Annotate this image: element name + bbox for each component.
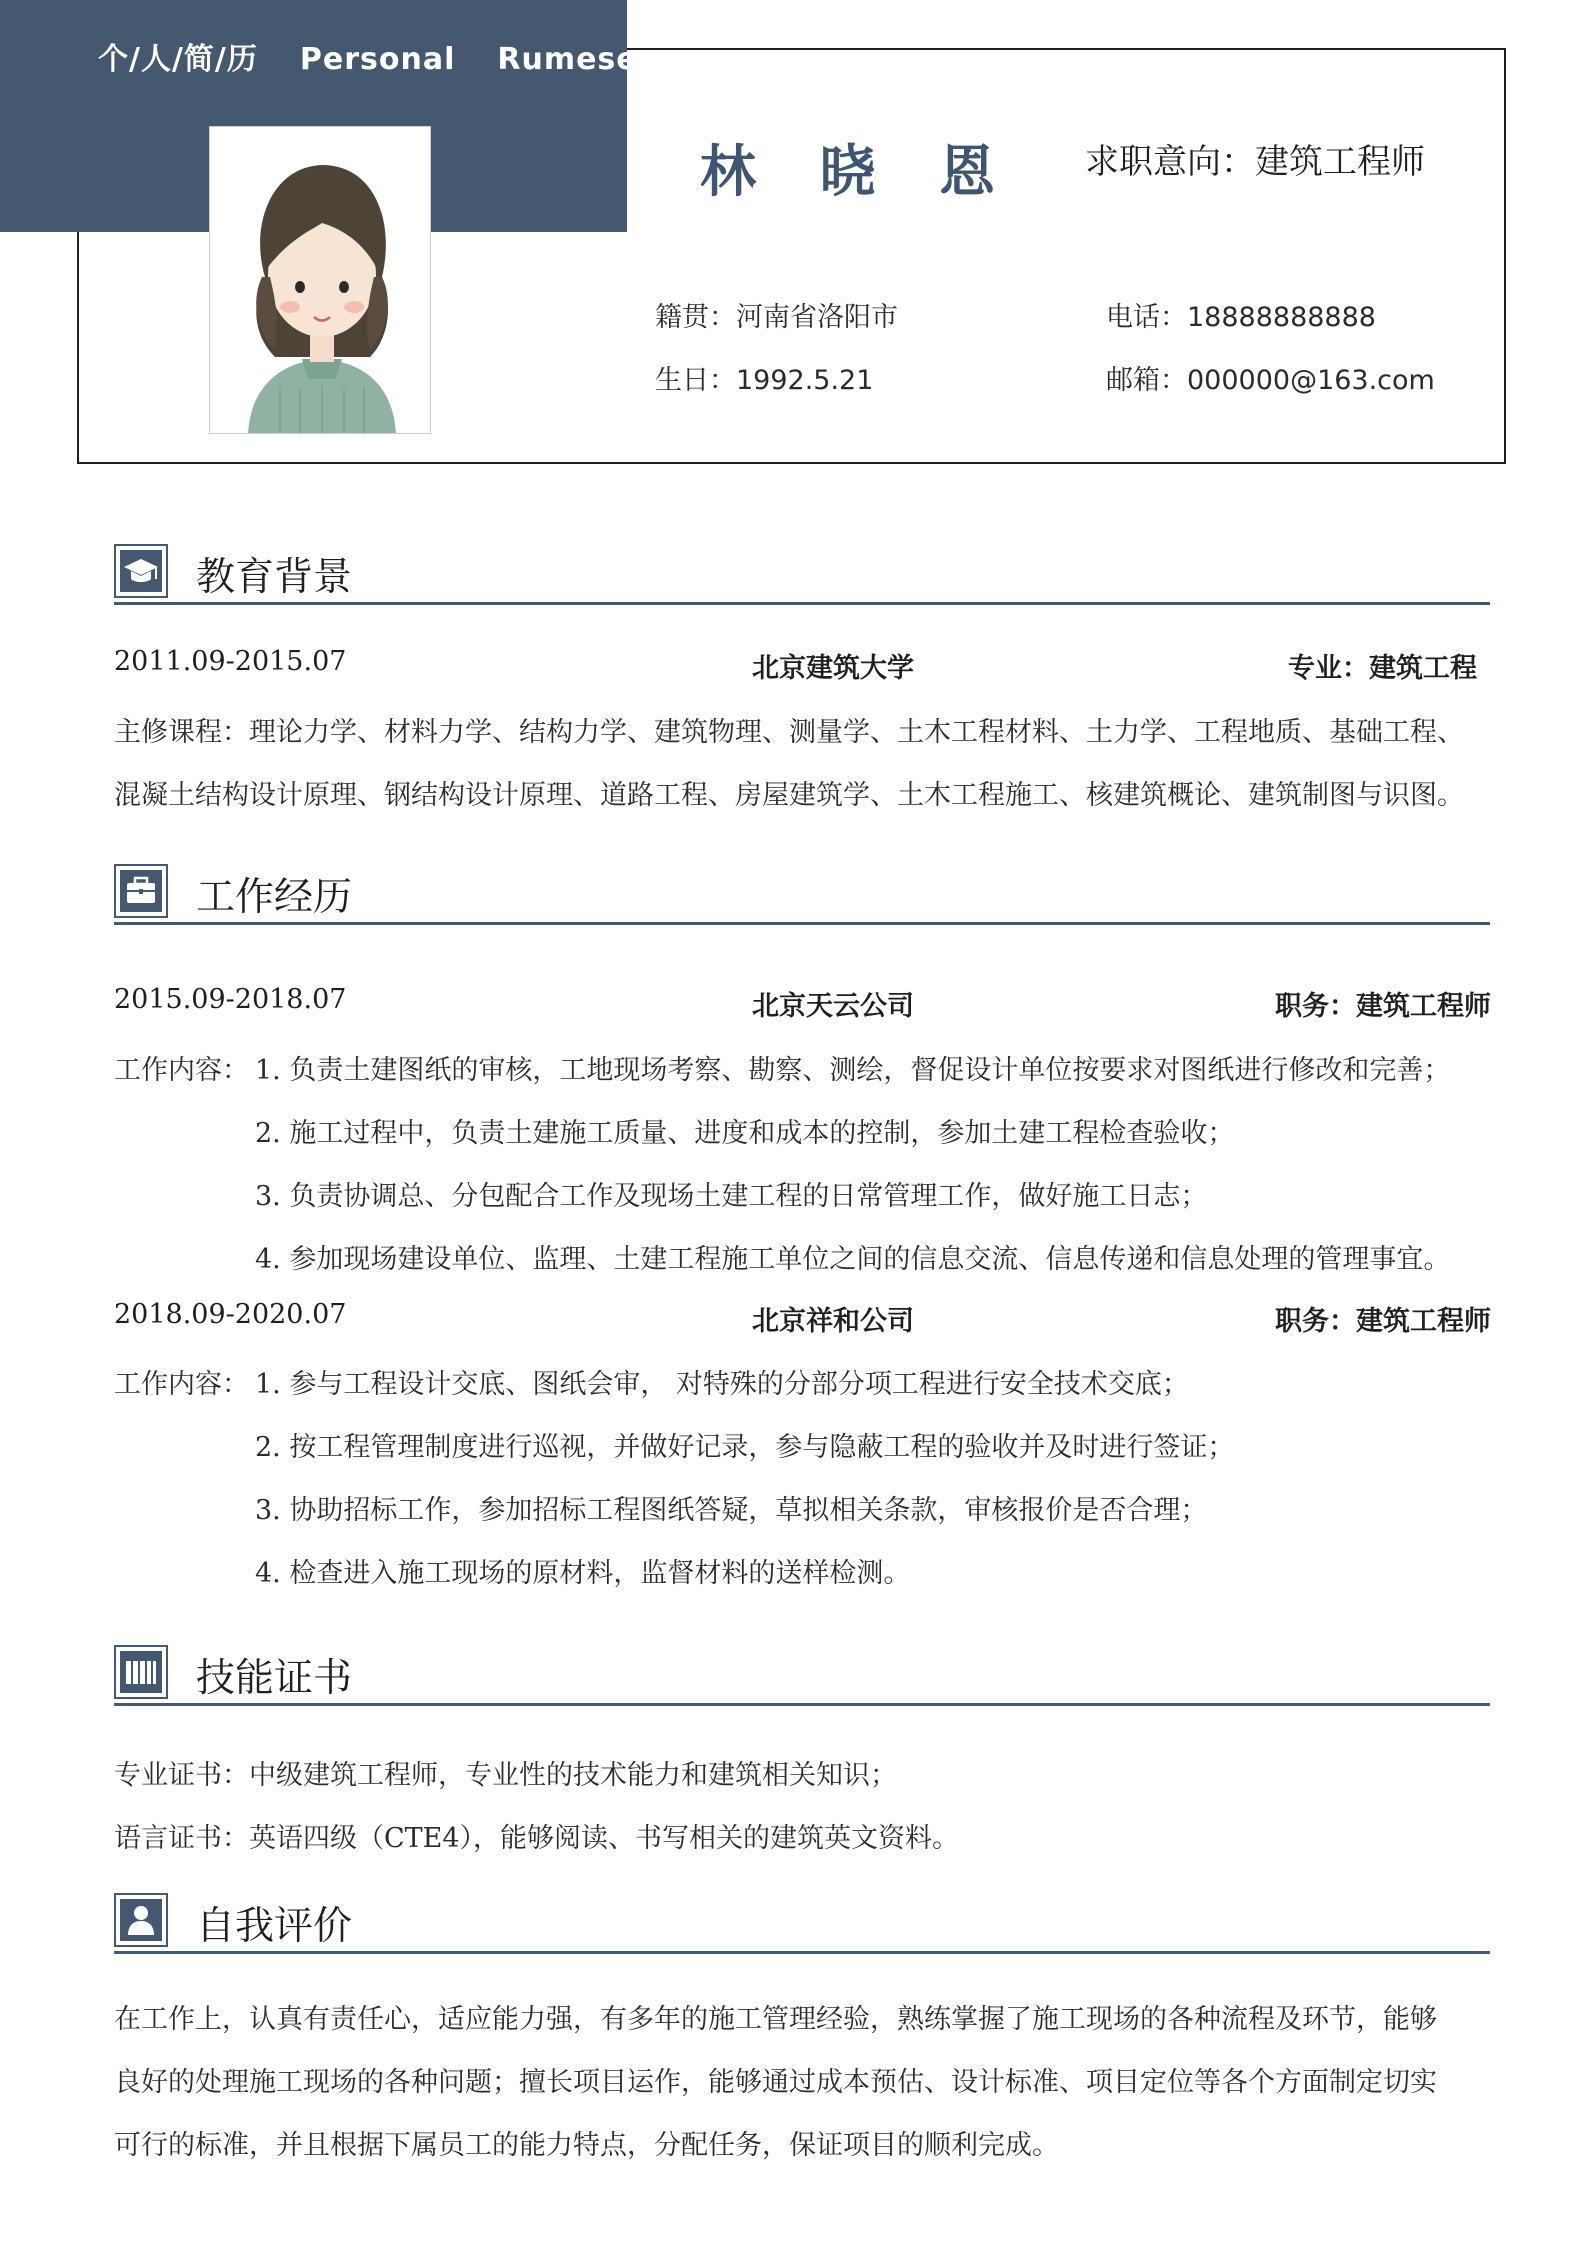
job2-item: 4. 检查进入施工现场的原材料，监督材料的送样检测。 [255, 1558, 911, 1589]
self-line3: 可行的标准，并且根据下属员工的能力特点，分配任务，保证项目的顺利完成。 [114, 2130, 1059, 2161]
email-value: 000000@163.com [1187, 365, 1435, 396]
briefcase-icon [114, 864, 168, 918]
job1-item: 1. 负责土建图纸的审核，工地现场考察、勘察、测绘，督促设计单位按要求对图纸进行修改和完善； [255, 1055, 1451, 1086]
job1-item: 2. 施工过程中，负责土建施工质量、进度和成本的控制，参加土建工程检查验收； [255, 1118, 1235, 1149]
skills-section-header [114, 1645, 1490, 1707]
education-courses-line2: 混凝土结构设计原理、钢结构设计原理、道路工程、房屋建筑学、土木工程施工、核建筑概论、建筑制图与识图。 [114, 780, 1464, 811]
self-title: 自我评价 [196, 1904, 353, 1949]
job2-item: 3. 协助招标工作，参加招标工程图纸答疑，草拟相关条款，审核报价是否合理； [255, 1495, 1208, 1526]
job2-item: 1. 参与工程设计交底、图纸会审， 对特殊的分部分项工程进行安全技术交底； [255, 1369, 1189, 1400]
job1-item: 3. 负责协调总、分包配合工作及现场土建工程的日常管理工作，做好施工日志； [255, 1181, 1208, 1212]
birthday-label: 生日： [655, 365, 736, 396]
section-divider [114, 1703, 1490, 1706]
section-divider [114, 602, 1490, 605]
email-label: 邮箱： [1106, 365, 1187, 396]
education-school: 北京建筑大学 [752, 653, 914, 684]
work-section-header [114, 864, 1490, 926]
birthday-info [655, 358, 873, 397]
education-section-header [114, 544, 1490, 606]
job2-item: 2. 按工程管理制度进行巡视，并做好记录，参与隐蔽工程的验收并及时进行签证； [255, 1432, 1235, 1463]
resume-title [98, 34, 638, 78]
origin-value: 河南省洛阳市 [736, 302, 898, 333]
job1-position: 职务：建筑工程师 [1275, 991, 1491, 1022]
birthday-value: 1992.5.21 [736, 365, 874, 396]
phone-value: 18888888888 [1187, 302, 1376, 333]
self-line2: 良好的处理施工现场的各种问题；擅长项目运作，能够通过成本预估、设计标准、项目定位等各个方面制定切实 [114, 2067, 1437, 2098]
phone-info [1106, 295, 1376, 334]
work-title: 工作经历 [196, 875, 353, 920]
profile-photo [209, 126, 431, 434]
job1-period: 2015.09-2018.07 [114, 984, 347, 1015]
education-major: 专业：建筑工程 [1288, 653, 1477, 684]
skills-line1: 专业证书：中级建筑工程师，专业性的技术能力和建筑相关知识； [114, 1760, 897, 1791]
phone-label: 电话： [1106, 302, 1187, 333]
job2-content-label: 工作内容： [114, 1369, 249, 1400]
candidate-name: 林 晓 恩 [700, 140, 1017, 205]
cartoon-avatar-icon [210, 127, 431, 434]
education-courses-line1: 主修课程：理论力学、材料力学、结构力学、建筑物理、测量学、土木工程材料、土力学、工程地质、基础工程、 [114, 717, 1464, 748]
email-info [1106, 358, 1435, 397]
origin-info [655, 295, 898, 334]
resume-title-en2: Rumese [497, 42, 638, 77]
job-intent: 求职意向：建筑工程师 [1085, 142, 1425, 182]
graduation-cap-icon [114, 544, 168, 598]
skills-line2: 语言证书：英语四级（CTE4），能够阅读、书写相关的建筑英文资料。 [114, 1823, 960, 1854]
job1-item: 4. 参加现场建设单位、监理、土建工程施工单位之间的信息交流、信息传递和信息处理的管理事宜。 [255, 1244, 1451, 1275]
job1-content-label: 工作内容： [114, 1055, 249, 1086]
job2-position: 职务：建筑工程师 [1275, 1306, 1491, 1337]
section-divider [114, 1951, 1490, 1954]
self-section-header [114, 1893, 1490, 1955]
person-icon [114, 1893, 168, 1947]
origin-label: 籍贯： [655, 302, 736, 333]
job1-company: 北京天云公司 [752, 991, 914, 1022]
resume-title-en1: Personal [299, 42, 456, 77]
education-period: 2011.09-2015.07 [114, 646, 347, 677]
self-line1: 在工作上，认真有责任心，适应能力强，有多年的施工管理经验，熟练掌握了施工现场的各种流程及环节，能够 [114, 2004, 1437, 2035]
skills-title: 技能证书 [196, 1656, 353, 1701]
education-title: 教育背景 [196, 555, 353, 600]
resume-title-cn: 个/人/简/历 [98, 42, 258, 77]
job2-company: 北京祥和公司 [752, 1306, 914, 1337]
books-icon [114, 1645, 168, 1699]
section-divider [114, 922, 1490, 925]
job2-period: 2018.09-2020.07 [114, 1299, 347, 1330]
